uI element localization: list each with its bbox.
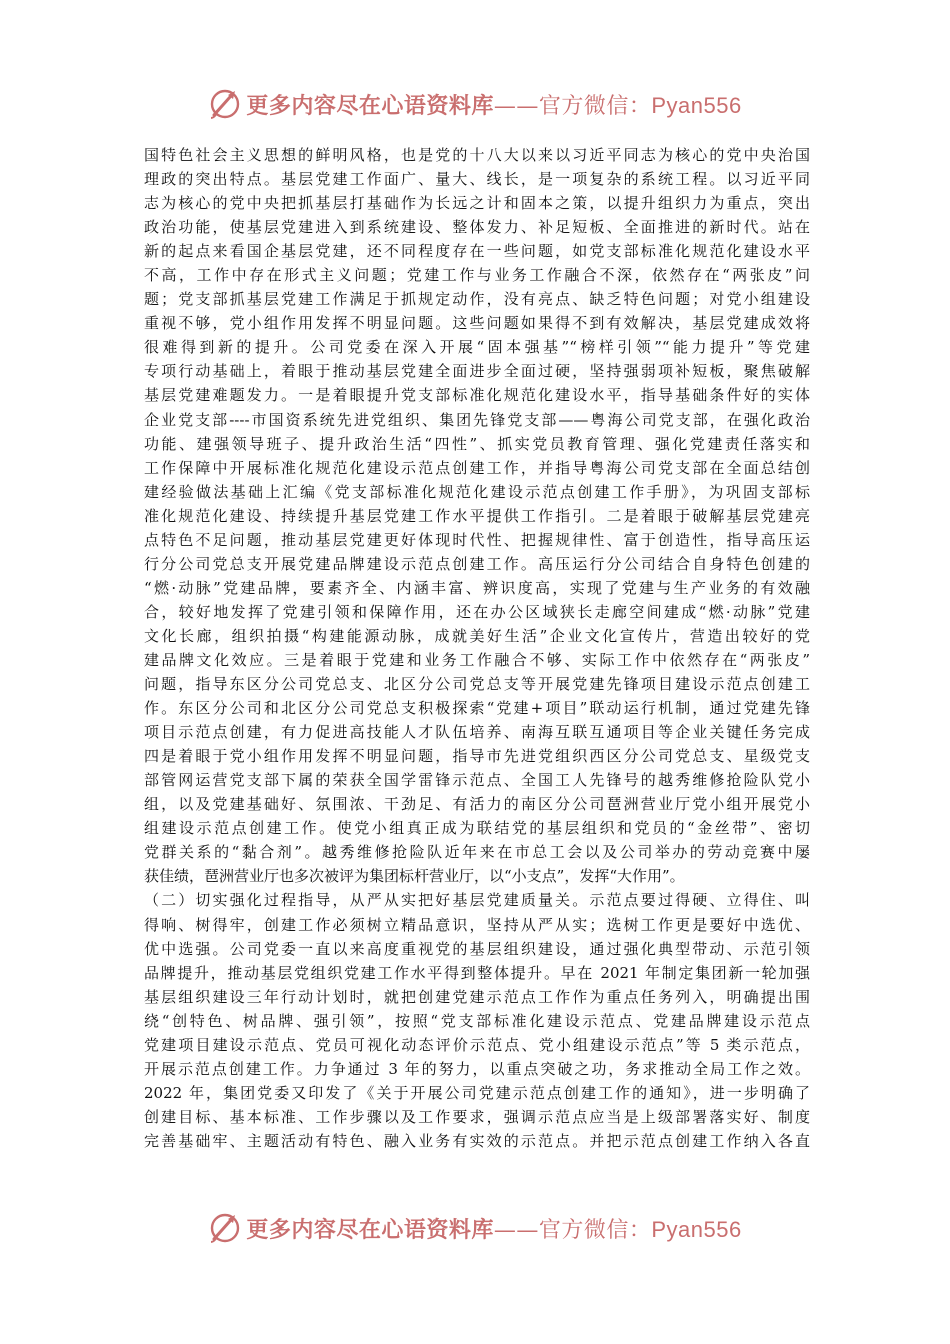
footer-watermark-banner bbox=[0, 1208, 950, 1248]
header-banner-title: 更多内容尽在心语资料库 bbox=[246, 92, 494, 119]
text-line: 点特色不足问题，推动基层党建更好体现时代性、把握规律性、富于创造性，指导高压运 bbox=[144, 530, 810, 549]
header-banner-wechat: 官方微信：Pyan556 bbox=[538, 92, 742, 118]
document-body bbox=[144, 143, 810, 1153]
text-line: 部管网运营党支部下属的荣获全国学雷锋示范点、全国工人先锋号的越秀维修抢险队党小 bbox=[144, 771, 810, 790]
text-line: 国特色社会主义思想的鲜明风格，也是党的十八大以来以习近平同志为核心的党中央治国 bbox=[144, 146, 810, 164]
text-line: 问题，指导东区分公司党总支、北区分公司党总支等开展党建先锋项目建设示范点创建工 bbox=[144, 675, 810, 694]
text-line: 得响、树得牢，创建工作必须树立精品意识，坚持从严从实；选树工作更是要好中选优、 bbox=[144, 915, 810, 934]
header-watermark-banner bbox=[0, 84, 950, 124]
text-line: 基层党建难题发力。一是着眼提升党支部标准化规范化建设水平，指导基础条件好的实体 bbox=[144, 386, 810, 405]
text-line: 准化规范化建设、持续提升基层党建工作水平提供工作指引。二是着眼于破解基层党建亮 bbox=[144, 506, 810, 525]
text-line: 开展示范点创建工作。力争通过 3 年的努力，以重点突破之功，务求推动全局工作之效。 bbox=[144, 1059, 810, 1078]
text-line: 建经验做法基础上汇编《党支部标准化规范化建设示范点创建工作手册》，为巩固支部标 bbox=[144, 482, 810, 501]
text-line: 获佳绩，琶洲营业厅也多次被评为集团标杆营业厅，以“小支点”，发挥“大作用”。 bbox=[144, 867, 685, 886]
header-banner-text bbox=[246, 89, 741, 120]
text-line: 重视不够，党小组作用发挥不明显问题。这些问题如果得不到有效解决，基层党建成效将 bbox=[144, 314, 810, 333]
text-line: 政治功能，使基层党建进入到系统建设、整体发力、补足短板、全面推进的新时代。站在 bbox=[144, 218, 810, 237]
text-line: 行分公司党总支开展党建品牌建设示范点创建工作。高压运行分公司结合自身特色创建的 bbox=[144, 554, 810, 573]
text-line: 志为核心的党中央把抓基层打基础作为长远之计和固本之策，以提升组织力为重点，突出 bbox=[144, 194, 810, 213]
text-line: 企业党支部----市国资系统先进党组织、集团先锋党支部——粤海公司党支部，在强化政治 bbox=[144, 410, 810, 429]
footer-banner-text bbox=[246, 1213, 741, 1244]
text-line: 专项行动基础上，着眼于推动基层党建全面进步全面过硬，坚持强弱项补短板，聚焦破解 bbox=[144, 362, 810, 381]
text-line: 党建项目建设示范点、党员可视化动态评价示范点、党小组建设示范点”等 5 类示范点， bbox=[144, 1035, 810, 1054]
header-banner-dash: —— bbox=[493, 93, 539, 119]
text-line: 创建目标、基本标准、工作步骤以及工作要求，强调示范点应当是上级部署落实好、制度 bbox=[144, 1107, 810, 1126]
section-heading-line: （二）切实强化过程指导，从严从实把好基层党建质量关。示范点要过得硬、立得住、叫 bbox=[144, 891, 810, 910]
text-line: 组建设示范点创建工作。使党小组真正成为联结党的基层组织和党员的“金丝带”、密切 bbox=[144, 819, 810, 838]
text-line: 组，以及党建基础好、氛围浓、干劲足、有活力的南区分公司琶洲营业厅党小组开展党小 bbox=[144, 795, 810, 814]
text-line: 作。东区分公司和北区分公司党总支积极探索“党建+项目”联动运行机制，通过党建先锋 bbox=[144, 699, 810, 718]
footer-banner-wechat: 官方微信：Pyan556 bbox=[538, 1216, 742, 1242]
text-line: 题；党支部抓基层党建工作满足于抓规定动作，没有亮点、缺乏特色问题；对党小组建设 bbox=[144, 290, 810, 309]
text-line: 完善基础牢、主题活动有特色、融入业务有实效的示范点。并把示范点创建工作纳入各直 bbox=[144, 1131, 810, 1150]
brush-logo-icon bbox=[208, 1211, 242, 1245]
text-line: 功能、建强领导班子、提升政治生活“四性”、抓实党员教育管理、强化党建责任落实和 bbox=[144, 434, 810, 453]
text-line: 不高，工作中存在形式主义问题；党建工作与业务工作融合不深，依然存在“两张皮”问 bbox=[144, 266, 810, 285]
text-line: 优中选强。公司党委一直以来高度重视党的基层组织建设，通过强化典型带动、示范引领 bbox=[144, 939, 810, 958]
text-line: 建品牌文化效应。三是着眼于党建和业务工作融合不够、实际工作中依然存在“两张皮” bbox=[144, 650, 810, 669]
text-line: 合，较好地发挥了党建引领和保障作用，还在办公区域狭长走廊空间建成“燃·动脉”党建 bbox=[144, 602, 810, 621]
text-line: 新的起点来看国企基层党建，还不同程度存在一些问题，如党支部标准化规范化建设水平 bbox=[144, 242, 810, 261]
text-line: 2022 年，集团党委又印发了《关于开展公司党建示范点创建工作的通知》，进一步明确了 bbox=[144, 1083, 810, 1102]
footer-banner-dash: —— bbox=[493, 1217, 539, 1243]
brush-logo-icon bbox=[208, 87, 242, 121]
text-line: 基层组织建设三年行动计划时，就把创建党建示范点工作作为重点任务列入，明确提出围 bbox=[144, 987, 810, 1006]
text-line: 项目示范点创建，有力促进高技能人才队伍培养、南海互联互通项目等企业关键任务完成 bbox=[144, 723, 810, 742]
text-line: 很难得到新的提升。公司党委在深入开展“固本强基”“榜样引领”“能力提升”等党建 bbox=[144, 338, 810, 357]
text-line: 文化长廊，组织拍摄“构建能源动脉，成就美好生活”企业文化宣传片，营造出较好的党 bbox=[144, 626, 810, 645]
footer-banner-title: 更多内容尽在心语资料库 bbox=[246, 1216, 494, 1243]
text-line: 工作保障中开展标准化规范化建设示范点创建工作，并指导粤海公司党支部在全面总结创 bbox=[144, 458, 810, 477]
text-line: “燃·动脉”党建品牌，要素齐全、内涵丰富、辨识度高，实现了党建与生产业务的有效融 bbox=[144, 578, 810, 597]
text-line: 党群关系的“黏合剂”。越秀维修抢险队近年来在市总工会以及公司举办的劳动竞赛中屡 bbox=[144, 843, 810, 862]
text-line: 四是着眼于党小组作用发挥不明显问题，指导市先进党组织西区分公司党总支、星级党支 bbox=[144, 747, 810, 766]
text-line: 品牌提升，推动基层党组织党建工作水平得到整体提升。早在 2021 年制定集团新一轮加强 bbox=[144, 963, 810, 982]
text-line: 理政的突出特点。基层党建工作面广、量大、线长，是一项复杂的系统工程。以习近平同 bbox=[144, 170, 810, 189]
text-line: 绕“创特色、树品牌、强引领”，按照“党支部标准化建设示范点、党建品牌建设示范点 bbox=[144, 1011, 810, 1030]
